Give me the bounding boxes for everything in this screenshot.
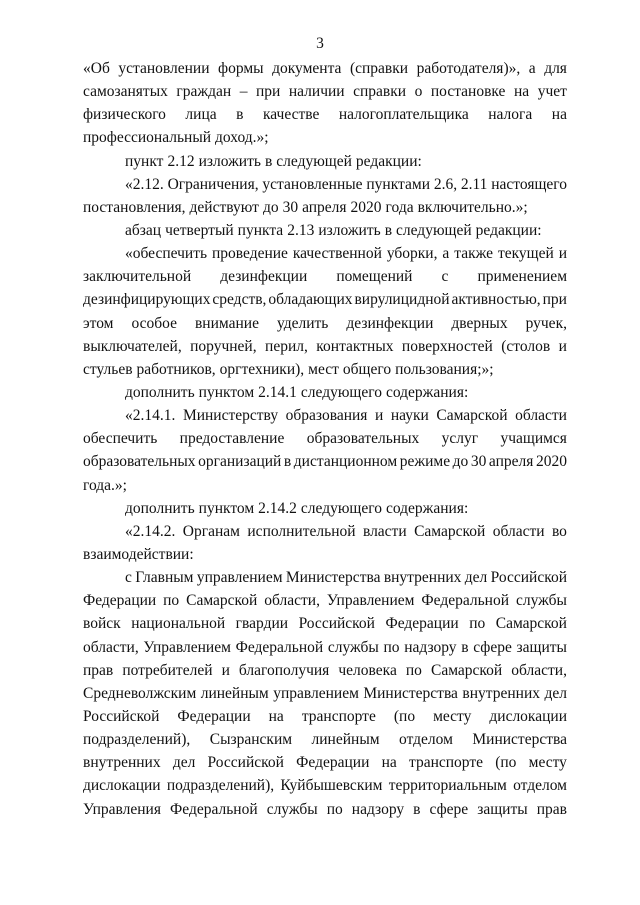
word: дел: [544, 684, 567, 702]
word: содержания:: [385, 383, 469, 401]
word: редакции:: [475, 221, 542, 239]
word: управлением: [273, 684, 359, 702]
word: образования: [285, 407, 368, 425]
word: лица: [185, 106, 217, 124]
text-line: [83, 404, 567, 427]
word: года: [385, 198, 414, 216]
word: внутренних: [462, 684, 540, 702]
word: Управлением: [326, 592, 415, 610]
word: работодателя)»,: [416, 60, 521, 77]
word: «2.14.1.: [125, 407, 176, 425]
word: доход.»;: [215, 129, 269, 147]
word: документа: [272, 60, 342, 77]
word: содержания:: [385, 499, 469, 517]
word: области,: [83, 638, 139, 656]
word: пунктами: [366, 175, 430, 193]
text-line: [83, 659, 567, 682]
word: налога: [488, 106, 533, 124]
word: транспорте: [408, 754, 483, 772]
word: следующего: [300, 499, 382, 517]
word: включительно.»;: [417, 198, 528, 216]
word: качестве: [262, 106, 320, 124]
text-line: [83, 520, 567, 543]
word: Органам: [182, 522, 240, 540]
text-line: [83, 589, 567, 612]
text-line: [83, 497, 567, 520]
word: граждан: [176, 83, 232, 101]
word: на: [551, 106, 567, 124]
word: Самарской: [414, 522, 486, 540]
word: обладающих: [268, 291, 353, 309]
word: внутренних: [83, 754, 161, 772]
word: в: [283, 453, 292, 471]
word: предоставление: [179, 430, 285, 448]
word: благополучия: [238, 661, 330, 679]
word: и: [374, 407, 384, 425]
word: средств,: [212, 291, 267, 309]
word: апреля: [488, 453, 534, 471]
word: дезинфекции: [220, 268, 308, 286]
word: ручек,: [525, 314, 567, 332]
word: и: [558, 245, 567, 263]
word: текущей: [497, 245, 554, 263]
word: Федеральной: [421, 592, 510, 610]
word: –: [239, 83, 248, 101]
word: профессиональный: [83, 129, 212, 147]
text-line: [83, 196, 567, 219]
word: области: [492, 522, 545, 540]
page-number: 3: [316, 35, 324, 52]
word: защиты: [516, 638, 567, 656]
word: учет: [537, 83, 567, 101]
word: Самарской: [431, 661, 503, 679]
word: дистанционном: [293, 453, 398, 471]
word: уборки,: [386, 245, 438, 263]
text-line: [83, 288, 567, 311]
word: следующего: [300, 383, 382, 401]
word: Самарской: [436, 407, 508, 425]
word: войск: [83, 615, 121, 633]
word: мест: [308, 360, 339, 378]
word: года.»;: [83, 476, 127, 494]
text-line: [83, 682, 567, 705]
word: на: [268, 707, 284, 725]
word: 30: [470, 453, 487, 471]
word: линейным: [311, 731, 380, 749]
text-line: [83, 126, 567, 149]
word: по: [326, 800, 343, 818]
word: апреля: [302, 198, 347, 216]
text-line: [83, 219, 567, 242]
word: дислокации: [489, 707, 567, 725]
word: организаций: [198, 453, 282, 471]
word: применением: [477, 268, 567, 286]
word: до: [262, 198, 279, 216]
word: службы: [266, 800, 318, 818]
word: и: [221, 661, 230, 679]
word: Куйбышевским: [280, 777, 383, 795]
word: Российской: [207, 754, 284, 772]
word: образовательных: [83, 453, 196, 471]
word: по: [163, 592, 180, 610]
word: следующей: [396, 221, 472, 239]
word: дел: [172, 754, 196, 772]
word: поверхностей: [401, 337, 493, 355]
word: гвардии: [235, 615, 289, 633]
word: пунктом: [198, 383, 255, 401]
word: этом: [83, 314, 114, 332]
word: Управления: [83, 800, 161, 818]
word: «Об: [83, 60, 110, 77]
word: области,: [511, 661, 567, 679]
word: Российской: [83, 707, 160, 725]
word: службы: [327, 638, 379, 656]
word: стульев: [83, 360, 133, 378]
word: линейным: [200, 684, 269, 702]
word: в: [264, 152, 273, 170]
word: Федеральной: [170, 800, 258, 818]
word: вирулицидной: [354, 291, 450, 309]
word: (справки: [349, 60, 409, 77]
word: области,: [264, 592, 320, 610]
word: сфере: [429, 800, 469, 818]
word: Министерству: [182, 407, 279, 425]
word: 2.6,: [433, 175, 458, 193]
word: самозанятых: [83, 83, 168, 101]
word: помещений: [336, 268, 413, 286]
word: Ограничения,: [167, 175, 259, 193]
word: для: [544, 60, 567, 77]
word: внимание: [194, 314, 259, 332]
document-body: [83, 57, 567, 821]
word: заключительной: [83, 268, 192, 286]
word: «2.12.: [125, 175, 164, 193]
word: постановке: [430, 83, 506, 101]
word: 30: [282, 198, 299, 216]
word: науки: [390, 407, 429, 425]
word: отделом: [513, 777, 567, 795]
word: общего: [342, 360, 392, 378]
word: власти: [362, 522, 407, 540]
word: контактных: [316, 337, 394, 355]
word: пункта: [237, 221, 284, 239]
word: национальной: [131, 615, 226, 633]
text-line: [83, 57, 567, 80]
word: настоящего: [491, 175, 567, 193]
word: поручней,: [190, 337, 257, 355]
word: дверных: [451, 314, 508, 332]
word: услуг: [441, 430, 479, 448]
word: и: [558, 337, 567, 355]
word: Российской: [490, 569, 567, 587]
word: справки: [353, 83, 407, 101]
text-line: [83, 566, 567, 589]
text-line: [83, 335, 567, 358]
word: месту: [528, 754, 567, 772]
word: с: [441, 268, 449, 286]
word: 2.13: [287, 221, 315, 239]
word: на: [381, 754, 397, 772]
word: Министерства: [472, 731, 567, 749]
word: потребителей: [122, 661, 213, 679]
word: подразделений),: [166, 777, 275, 795]
word: а: [442, 245, 450, 263]
word: а: [528, 60, 536, 77]
word: взаимодействии:: [83, 545, 194, 563]
text-line: [83, 798, 567, 821]
word: качественной: [292, 245, 382, 263]
word: исполнительной: [247, 522, 356, 540]
word: при: [255, 83, 281, 101]
word: Средневолжским: [83, 684, 197, 702]
word: в: [413, 800, 421, 818]
word: Министерства: [363, 684, 458, 702]
word: при: [542, 291, 567, 309]
word: режиме: [399, 453, 451, 471]
word: действуют: [189, 198, 259, 216]
word: налогоплательщика: [338, 106, 469, 124]
word: по: [383, 638, 400, 656]
word: 2020: [350, 198, 382, 216]
text-line: [83, 150, 567, 173]
text-line: [83, 705, 567, 728]
word: 2020: [535, 453, 567, 471]
word: 2.11: [460, 175, 488, 193]
word: оргтехники),: [219, 360, 305, 378]
word: Министерства: [285, 569, 381, 587]
word: до: [452, 453, 469, 471]
word: Федеральной: [235, 638, 324, 656]
word: с: [125, 569, 132, 587]
word: учащимся: [500, 430, 567, 448]
word: установлении: [118, 60, 210, 77]
word: в: [461, 638, 469, 656]
text-line: [83, 103, 567, 126]
word: пунктом: [198, 499, 255, 517]
word: защиты: [477, 800, 528, 818]
word: человека: [338, 661, 397, 679]
word: дислокации: [83, 777, 161, 795]
word: Управлением: [143, 638, 231, 656]
word: о: [414, 83, 423, 101]
word: Самарской: [495, 615, 567, 633]
word: на: [513, 83, 530, 101]
word: пользования;»;: [395, 360, 494, 378]
text-line: [83, 636, 567, 659]
word: в: [236, 106, 244, 124]
word: «2.14.2.: [125, 522, 176, 540]
word: абзац: [125, 221, 162, 239]
word: 2.14.2: [258, 499, 297, 517]
word: территориальным: [388, 777, 507, 795]
word: обеспечить: [83, 430, 158, 448]
word: Самарской: [186, 592, 258, 610]
text-line: [83, 242, 567, 265]
text-line: [83, 728, 567, 751]
text-line: [83, 312, 567, 335]
word: Главным: [135, 569, 194, 587]
word: месту: [433, 707, 472, 725]
word: проведение: [212, 245, 288, 263]
word: физического: [83, 106, 166, 124]
word: 2.12: [167, 152, 195, 170]
word: (по: [495, 754, 517, 772]
text-line: [83, 774, 567, 797]
word: 2.14.1: [258, 383, 297, 401]
word: дезинфицирующих: [83, 291, 211, 309]
word: редакции:: [355, 152, 422, 170]
word: образовательных: [306, 430, 420, 448]
word: Сызранским: [209, 731, 293, 749]
word: (по: [393, 707, 416, 725]
word: постановления,: [83, 198, 186, 216]
word: «обеспечить: [125, 245, 208, 263]
word: активностью,: [451, 291, 541, 309]
word: в: [384, 221, 393, 239]
word: подразделений),: [83, 731, 191, 749]
word: области: [515, 407, 567, 425]
word: Федерации: [177, 707, 251, 725]
word: во: [551, 522, 567, 540]
word: дополнить: [125, 499, 195, 517]
word: также: [454, 245, 493, 263]
word: особое: [131, 314, 177, 332]
word: установленные: [262, 175, 363, 193]
text-line: [83, 612, 567, 635]
word: уделить: [276, 314, 329, 332]
word: прав: [536, 800, 567, 818]
word: четвертый: [165, 221, 234, 239]
text-line: [83, 427, 567, 450]
text-line: [83, 751, 567, 774]
word: службы: [515, 592, 567, 610]
word: выключателей,: [83, 337, 182, 355]
text-line: [83, 173, 567, 196]
word: отделом: [399, 731, 453, 749]
word: транспорте: [301, 707, 376, 725]
word: дополнить: [125, 383, 195, 401]
text-line: [83, 265, 567, 288]
word: Федерации: [385, 615, 459, 633]
word: прав: [83, 661, 114, 679]
word: Российской: [298, 615, 375, 633]
word: дел: [464, 569, 488, 587]
word: Федерации: [83, 592, 157, 610]
word: формы: [218, 60, 264, 77]
word: следующей: [276, 152, 352, 170]
word: наличии: [288, 83, 345, 101]
word: изложить: [318, 221, 381, 239]
word: по: [405, 661, 422, 679]
text-line: [83, 450, 567, 473]
word: Федерации: [296, 754, 370, 772]
word: дезинфекции: [346, 314, 434, 332]
word: внутренних: [383, 569, 462, 587]
word: работников,: [136, 360, 216, 378]
text-line: [83, 381, 567, 404]
word: по: [469, 615, 486, 633]
word: надзору: [404, 638, 457, 656]
word: изложить: [198, 152, 261, 170]
text-line: [83, 474, 567, 497]
text-line: [83, 543, 567, 566]
text-line: [83, 80, 567, 103]
text-line: [83, 358, 567, 381]
word: перил,: [265, 337, 308, 355]
word: пункт: [125, 152, 164, 170]
word: надзору: [351, 800, 405, 818]
word: (столов: [501, 337, 551, 355]
word: сфере: [473, 638, 512, 656]
word: управлением: [196, 569, 283, 587]
